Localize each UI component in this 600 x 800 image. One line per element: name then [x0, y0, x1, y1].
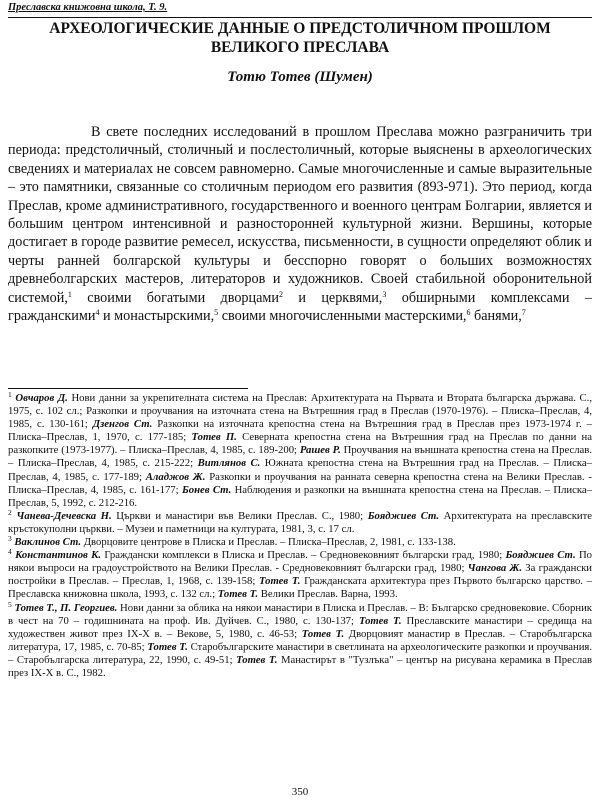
- footnote-3: [8, 536, 592, 549]
- running-header: Преславска книжовна школа, Т. 9.: [8, 2, 168, 13]
- footnote-ref: 7: [521, 308, 526, 318]
- footnote-text: Нови данни за укрепителната система на Преслав: Архитектурата на Първата и Втората българска държава. С., 1975, с. 102 сл.; Разкопки и проучвания на източната стена на Вътрешния град в Преслав (1970-1976). – Плиска–Преслав, 4, 1985, с. 130-161;: [8, 392, 593, 431]
- footnote-number: 4: [8, 547, 12, 557]
- footnote-author: Рашев Р.: [299, 444, 341, 457]
- footnote-ref: 2: [279, 289, 283, 299]
- footnote-text: Дворцовите центрове в Плиска и Преслав. – Плиска–Преслав, 2, 1981, с. 133-138.: [81, 536, 456, 549]
- footnote-author: Бояджиев Ст.: [367, 509, 440, 522]
- footnote-text: Разкопки на източната крепостна стена на Вътрешния град в Преслав през 1973-1974 г. – Плиска–Преслав, 1, 1970, с. 177-185;: [8, 418, 592, 444]
- footnote-author: Тотев Т.: [259, 575, 301, 588]
- footnote-author: Дзенгов Ст.: [92, 418, 153, 431]
- footnote-text: Нови данни за облика на някои манастири в Плиска и Преслав. – В: Българско средновековие. Сборник в чест на 70 – годишнината на проф. Ив. Дуйчев. С., 1980, с. 130-137;: [8, 601, 592, 627]
- footnote-text: Южната крепостна стена на Вътрешния град на Преслав. – Плиска–Преслав, 4, 1985, с. 177-189;: [8, 457, 593, 483]
- body-text-segment: и монастырскими,: [99, 308, 215, 325]
- footnote-5: [8, 599, 593, 681]
- footnote-number: 2: [8, 507, 12, 517]
- author-line: Тотю Тотев (Шумен): [227, 69, 373, 85]
- body-paragraph: [8, 123, 592, 325]
- footnote-text: Старобългарските манастири в светлината на археологическите разкопки и проучвания. – Старобългарска литература, 22, 1990, с. 49-51;: [8, 640, 592, 666]
- footnote-text: Гражданската архитектура през Първото българско царство. – Преславска книжовна школа, 1993, с. 132 сл.;: [8, 575, 593, 601]
- footnotes: [8, 392, 592, 680]
- footnote-author: Тотев Т.: [236, 653, 278, 666]
- footnote-author: Бояджиев Ст.: [505, 549, 576, 562]
- footnote-text: По някои въпроси на градоустройството на Велики Преслав. - Средновековният български град, 1980;: [8, 549, 593, 575]
- body-text-segment: своими многочисленными мастерскими,: [218, 308, 467, 325]
- title-line-2: ВЕЛИКОГО ПРЕСЛАВА: [210, 39, 390, 56]
- footnote-text: Архитектурата на преславските кръстокуполни църкви. – Музеи и паметници на културата, 1981, 3, с. 17 сл.: [8, 509, 593, 535]
- header-rule: [8, 17, 592, 18]
- footnote-separator: [8, 388, 248, 389]
- footnote-ref: 1: [67, 289, 72, 299]
- footnote-author: Тотев Т.: [147, 640, 188, 653]
- document-page: [8, 2, 592, 798]
- footnote-text: Дворцовият манастир в Преслав. – Старобългарска литература, 17, 1985, с. 70-85;: [8, 627, 593, 653]
- footnote-author: Бонев Ст.: [181, 483, 232, 496]
- footnote-author: Тотев Т.: [217, 588, 259, 601]
- footnote-author: Овчаров Д.: [15, 392, 68, 404]
- body-text-segment: банями,: [470, 308, 522, 325]
- footnote-author: Константинов К.: [15, 549, 102, 562]
- footnote-author: Чанева-Дечевска Н.: [16, 509, 112, 522]
- body-text-segment: своими богатыми дворцами: [71, 289, 279, 306]
- footnote-author: Тотев Т., П. Георгиев.: [14, 601, 118, 614]
- footnote-number: 5: [8, 599, 12, 609]
- footnote-2: [8, 507, 593, 536]
- footnote-text: Велики Преслав. Варна, 1993.: [258, 588, 398, 601]
- footnote-text: Наблюдения и разкопки на външната крепостна стена на Преслав. – Плиска–Преслав, 5, 1992, с. 212-216.: [8, 483, 593, 509]
- footnote-number: 3: [8, 534, 12, 544]
- footnote-text: Граждански комплекси в Плиска и Преслав. – Средновековният български град, 1980;: [101, 549, 506, 562]
- footnote-author: Аладжов Ж.: [145, 470, 206, 483]
- footnote-author: Ваклинов Ст.: [14, 536, 82, 549]
- footnote-author: Чангова Ж.: [467, 562, 523, 575]
- footnote-text: Разкопки и проучвания на ранната северна крепостна стена на Велики Преслав. - Плиска–Преслав, 4, 1985, с. 161-177;: [8, 470, 592, 496]
- page-number: 350: [291, 786, 309, 798]
- footnote-text: За граждански постройки в Преслав. – Преслав, 1, 1968, с. 139-158;: [8, 562, 593, 588]
- article-title: [8, 19, 592, 57]
- body-text: [8, 123, 592, 325]
- footnote-ref: 3: [382, 289, 387, 299]
- footnote-text: Преславските манастири – средища на художествен живот през IX-X в. – Векове, 5, 1980, с. 46-53;: [8, 614, 592, 640]
- footnote-author: Тотев Т.: [301, 627, 345, 640]
- body-text-segment: обширными комплексами – гражданскими: [8, 289, 592, 325]
- title-line-1: АРХЕОЛОГИЧЕСКИЕ ДАННЫЕ О ПРЕДСТОЛИЧНОМ ПРОШЛОМ: [49, 20, 551, 37]
- footnote-ref: 5: [214, 308, 219, 318]
- footnote-author: Тотев П.: [191, 431, 237, 444]
- footnote-text: Северната крепостна стена на Вътрешния град на Преслав по данни на разкопките (1973-1977). – Плиска–Преслав, 4, 1985, с. 189-200;: [8, 431, 593, 457]
- footnote-text: Църкви и манастири във Велики Преслав. С., 1980;: [111, 509, 368, 522]
- footnote-1: [8, 392, 592, 510]
- body-text-segment: В свете последних исследований в прошлом Преслава можно разграничить три периода: предстоличный, столичный и послестоличный, которые выяснены в археологических сведениях и материалах не совсем равномерно. Самые многочисленные и самые выразительные – это памятники, связанные со столичным периодом его развития (893-971). Это период, когда Преслав, кроме административного, государственного и военного центрам Болгарии, является и большим центром интенсивной и разносторонней культурной жизни. Вершины, которые достигает в городе развитие ремесел, искусства, письменности, в сущности определяют облик и черты ранней болгарской культуры и бесспорно говорят о больших возможностях древнеболгарских мастеров, литераторов и художников. Своей стабильной оборонительной системой,: [8, 124, 592, 306]
- footnote-author: Тотев Т.: [358, 614, 402, 627]
- body-text-segment: и церквями,: [283, 289, 383, 306]
- footnote-text: Манастирът в "Тузлъка" – център на рисувана керамика в Преслав през IX-X в. С., 1982.: [8, 653, 592, 679]
- footnote-text: Проучвания на външната крепостна стена на Преслав. – Плиска–Преслав, 4, 1985, с. 215-222;: [8, 444, 593, 470]
- footnote-number: 1: [8, 390, 12, 399]
- footnote-4: [8, 549, 592, 601]
- footnote-ref: 4: [95, 308, 100, 318]
- footnote-ref: 6: [466, 308, 471, 318]
- footnote-author: Витлянов С.: [197, 457, 261, 470]
